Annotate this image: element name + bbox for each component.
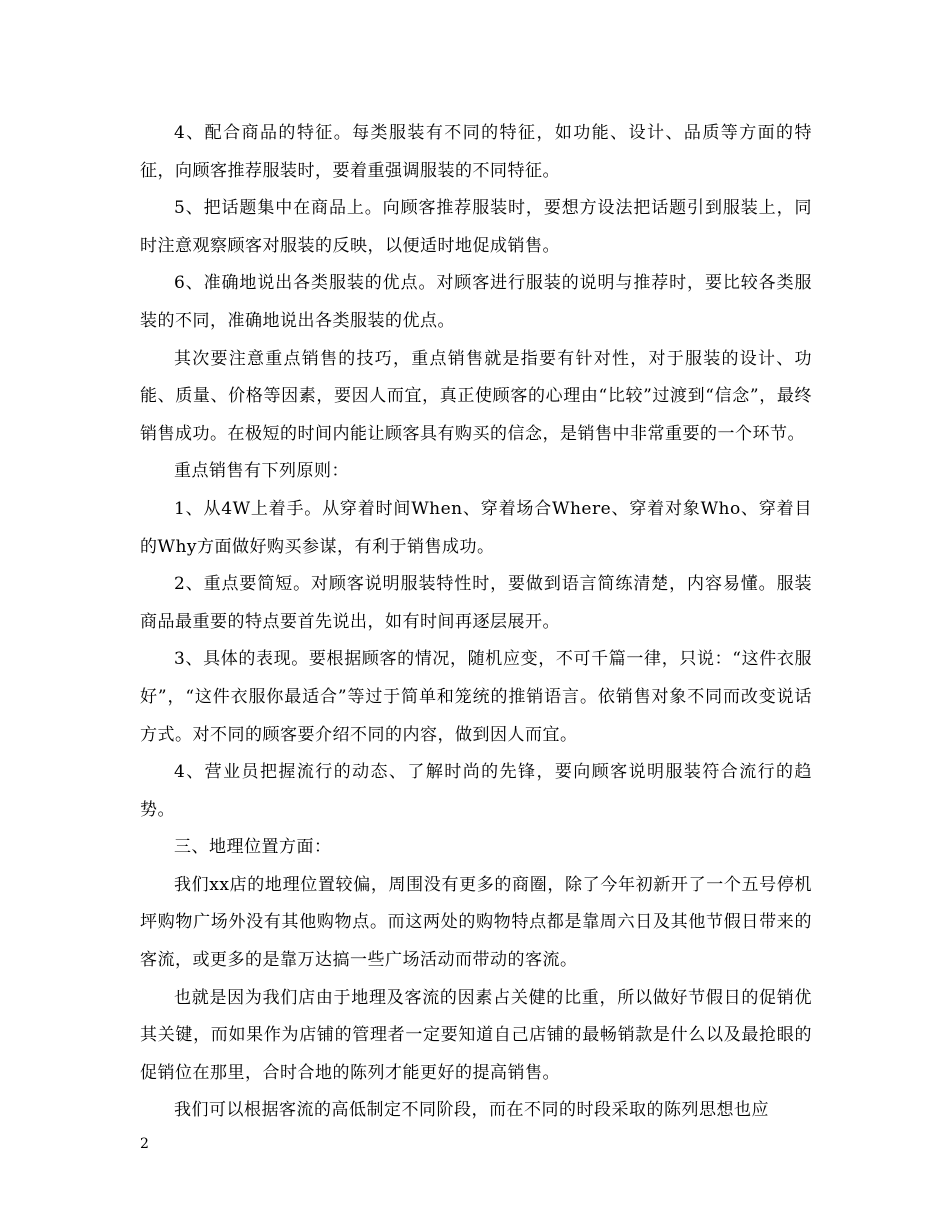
paragraph: 其次要注意重点销售的技巧，重点销售就是指要有针对性，对于服装的设计、功能、质量、价格等因素，要因人而宜，真正使顾客的心理由“比较”过渡到“信念”，最终销售成功。在极短的时间内能让顾客具有购买的信念，是销售中非常重要的一个环节。: [140, 348, 812, 444]
paragraph: 也就是因为我们店由于地理及客流的因素占关健的比重，所以做好节假日的促销优其关键，而如果作为店铺的管理者一定要知道自己店铺的最畅销款是什么以及最抢眼的促销位在那里，合时合地的陈列才能更好的提高销售。: [140, 987, 812, 1083]
paragraph: 4、营业员把握流行的动态、了解时尚的先锋，要向顾客说明服装符合流行的趋势。: [140, 762, 812, 820]
paragraph: 6、准确地说出各类服装的优点。对顾客进行服装的说明与推荐时，要比较各类服装的不同，准确地说出各类服装的优点。: [140, 273, 812, 331]
paragraph: 3、具体的表现。要根据顾客的情况，随机应变，不可千篇一律，只说：“这件衣服好”，“这件衣服你最适合”等过于简单和笼统的推销语言。依销售对象不同而改变说话方式。对不同的顾客要介绍不同的内容，做到因人而宜。: [140, 649, 812, 745]
paragraph: 我们可以根据客流的高低制定不同阶段，而在不同的时段采取的陈列思想也应: [174, 1100, 769, 1121]
section-heading: 三、地理位置方面：: [174, 837, 332, 858]
paragraph: 我们xx店的地理位置较偏，周围没有更多的商圈，除了今年初新开了一个五号停机坪购物广场外没有其他购物点。而这两处的购物特点都是靠周六日及其他节假日带来的客流，或更多的是靠万达搞一些广场活动而带动的客流。: [140, 874, 812, 971]
paragraph: 4、配合商品的特征。每类服装有不同的特征，如功能、设计、品质等方面的特征，向顾客推荐服装时，要着重强调服装的不同特征。: [140, 123, 812, 181]
paragraph: 5、把话题集中在商品上。向顾客推荐服装时，要想方设法把话题引到服装上，同时注意观察顾客对服装的反映，以便适时地促成销售。: [140, 198, 812, 256]
section-intro: 重点销售有下列原则：: [174, 461, 349, 482]
page-number: 2: [140, 1136, 149, 1152]
paragraph: 2、重点要简短。对顾客说明服装特性时，要做到语言简练清楚，内容易懂。服装商品最重要的特点要首先说出，如有时间再逐层展开。: [140, 574, 812, 632]
document-body: [140, 115, 812, 1130]
paragraph: 1、从4W上着手。从穿着时间When、穿着场合Where、穿着对象Who、穿着目的Why方面做好购买参谋，有利于销售成功。: [140, 498, 812, 557]
